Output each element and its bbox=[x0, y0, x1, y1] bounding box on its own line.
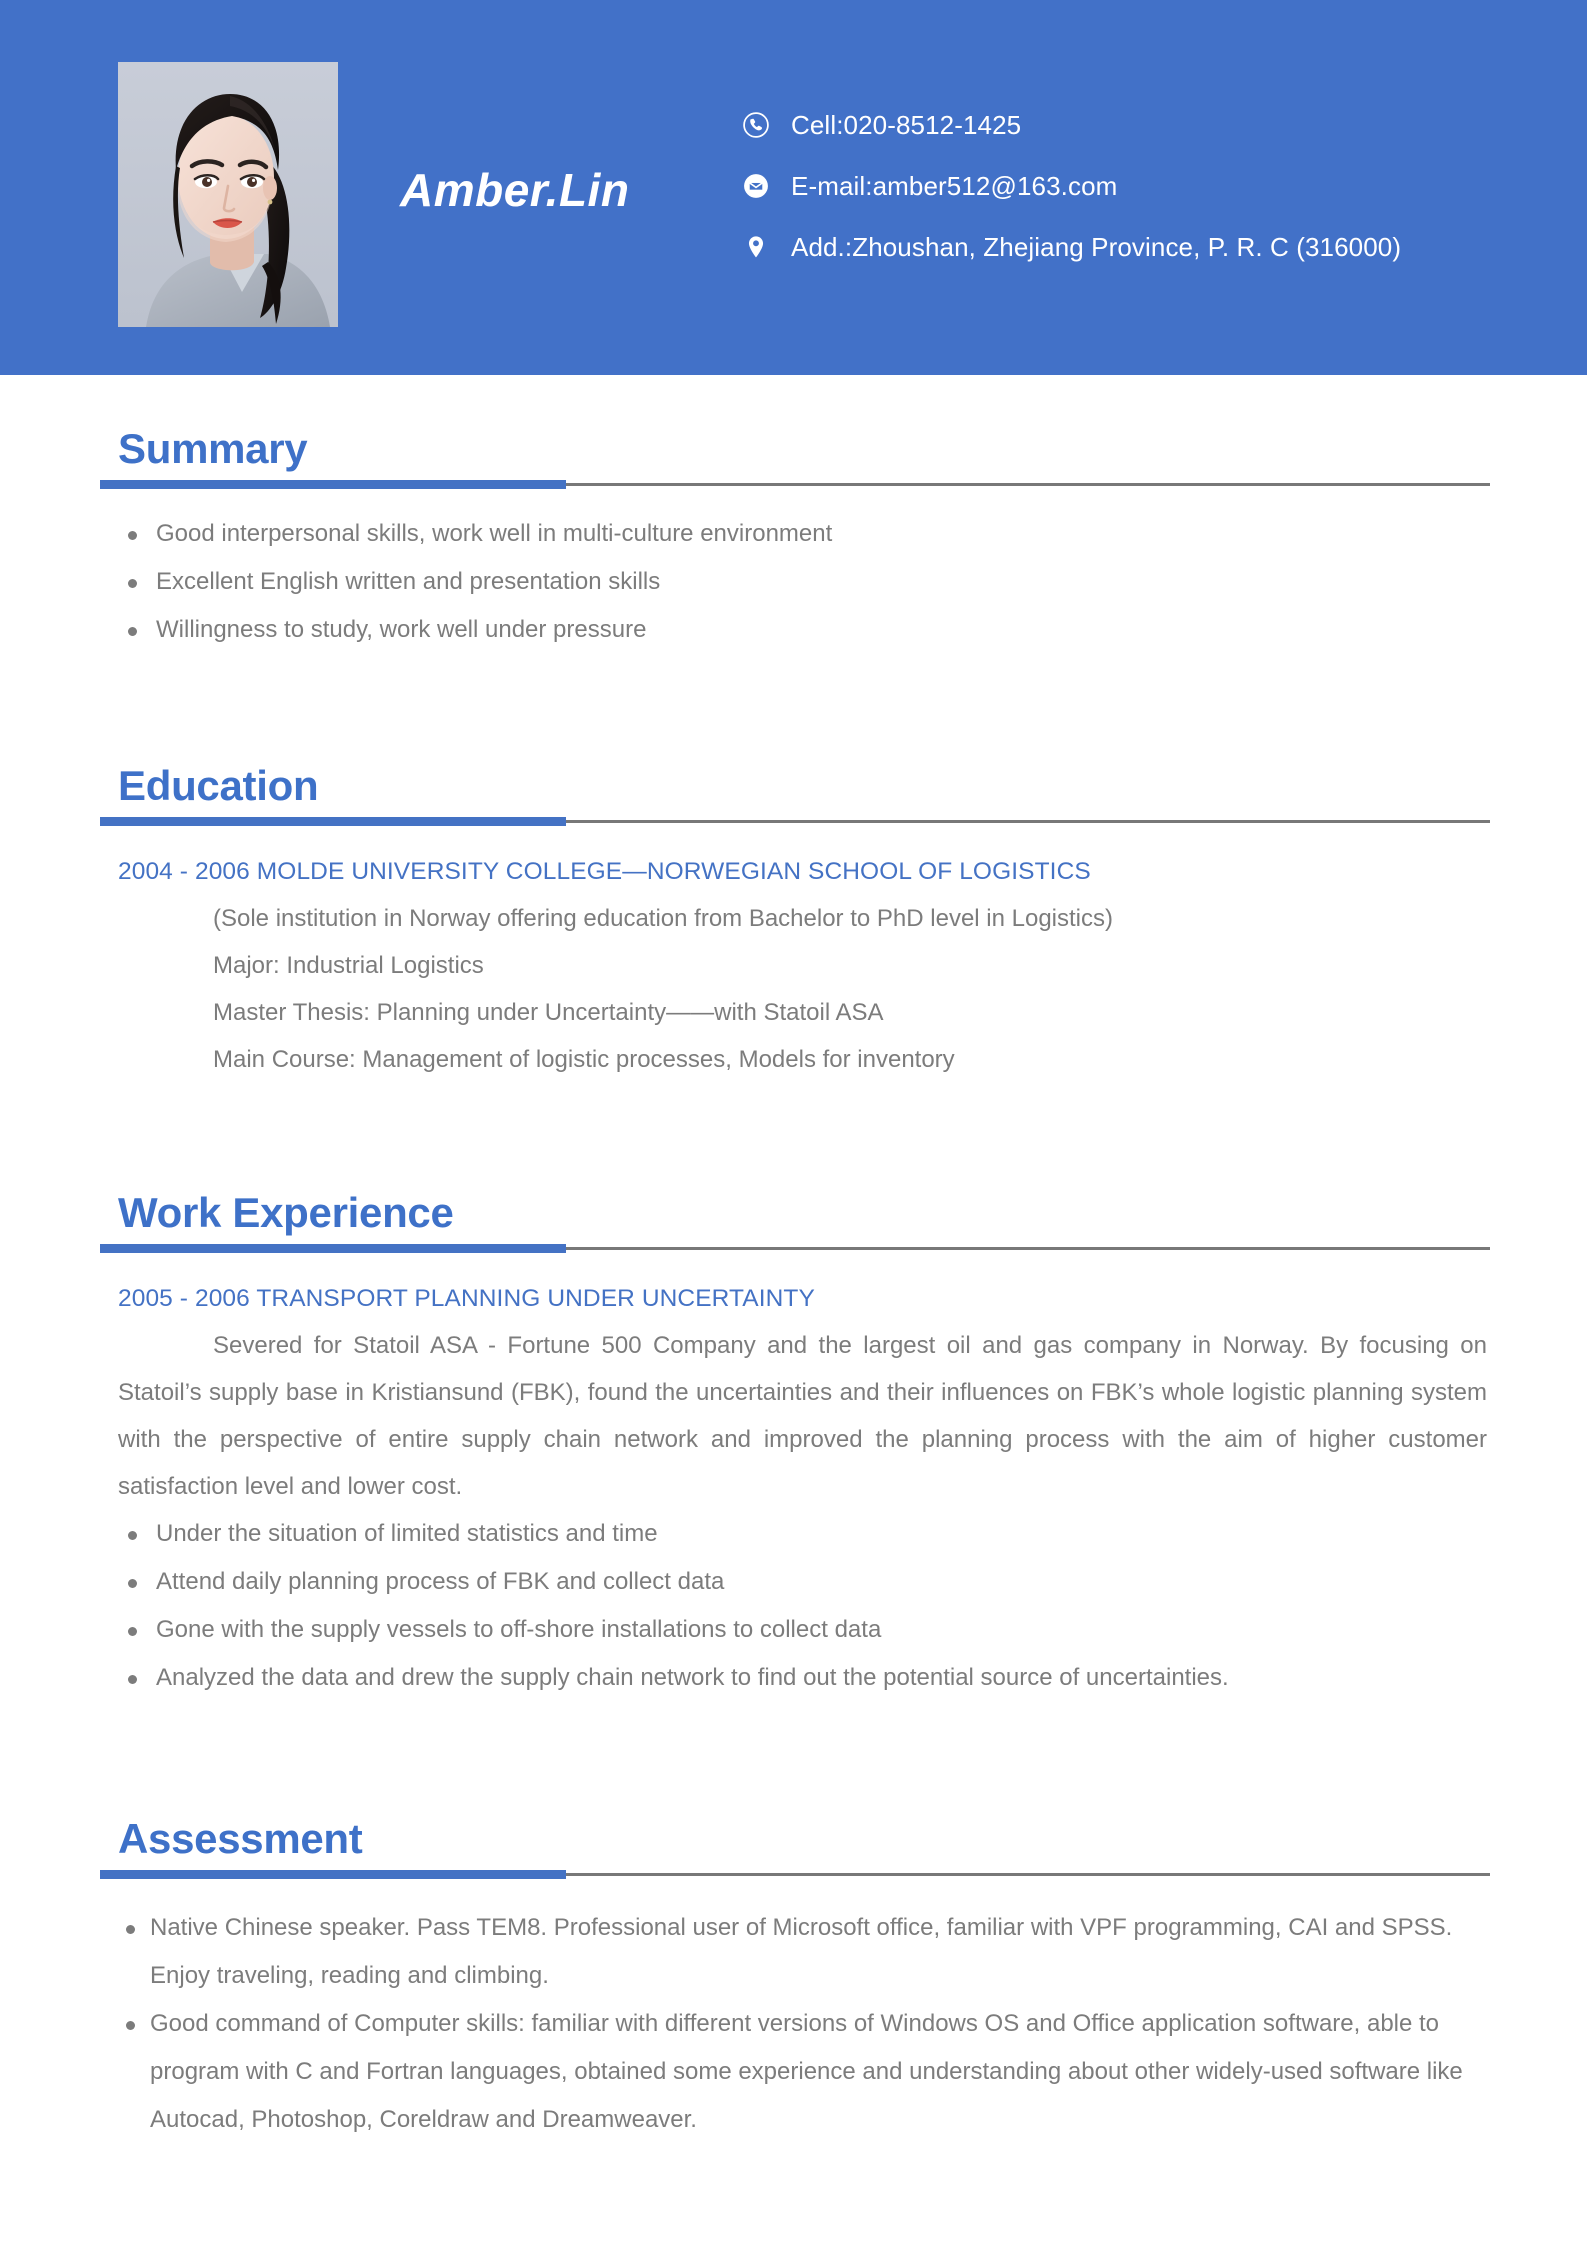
work-heading-wrap bbox=[0, 1191, 1587, 1235]
list-item: Willingness to study, work well under pressure bbox=[118, 606, 1487, 654]
contact-phone-text: Cell:020-8512-1425 bbox=[791, 109, 1022, 140]
summary-divider bbox=[100, 480, 1490, 490]
assessment-item: Native Chinese speaker. Pass TEM8. Professional user of Microsoft office, familiar with VPF programming, CAI and SPSS. Enjoy traveling, reading and climbing. bbox=[118, 1904, 1487, 2000]
list-item: Analyzed the data and drew the supply chain network to find out the potential source of uncertainties. bbox=[118, 1654, 1487, 1702]
resume-header bbox=[0, 0, 1587, 375]
work-paragraph-wrap bbox=[118, 1322, 1487, 1510]
divider-line bbox=[566, 1873, 1490, 1876]
section-title-education: Education bbox=[118, 762, 319, 810]
contact-list bbox=[742, 108, 1401, 264]
work-bullet-list bbox=[118, 1510, 1487, 1702]
education-detail: Master Thesis: Planning under Uncertainty——with Statoil ASA bbox=[213, 999, 884, 1027]
contact-address-text: Add.:Zhoushan, Zhejiang Province, P. R. C (316000) bbox=[791, 231, 1402, 262]
list-item: Gone with the supply vessels to off-shore installations to collect data bbox=[118, 1606, 1487, 1654]
spacer bbox=[0, 1702, 1587, 1817]
section-summary bbox=[0, 427, 1587, 654]
education-heading-wrap bbox=[0, 764, 1587, 808]
summary-body bbox=[0, 490, 1587, 654]
resume-body bbox=[0, 375, 1587, 2144]
list-item: Attend daily planning process of FBK and collect data bbox=[118, 1558, 1487, 1606]
phone-icon bbox=[742, 112, 769, 139]
list-item: Excellent English written and presentation skills bbox=[118, 558, 1487, 606]
divider-line bbox=[566, 483, 1490, 486]
section-title-summary: Summary bbox=[118, 425, 308, 472]
divider-accent bbox=[100, 480, 566, 489]
avatar bbox=[118, 62, 338, 327]
divider-accent bbox=[100, 1870, 566, 1879]
education-detail: (Sole institution in Norway offering education from Bachelor to PhD level in Logistics) bbox=[213, 905, 1113, 933]
education-divider bbox=[100, 817, 1490, 827]
divider-accent bbox=[100, 817, 566, 826]
section-education bbox=[0, 764, 1587, 1083]
education-detail-lines bbox=[213, 895, 1487, 1083]
section-title-assessment: Assessment bbox=[118, 1815, 363, 1863]
assessment-heading-wrap bbox=[0, 1817, 1587, 1861]
education-body bbox=[0, 827, 1587, 1083]
spacer bbox=[0, 375, 1587, 427]
section-assessment bbox=[0, 1817, 1587, 2144]
list-item: Good interpersonal skills, work well in multi-culture environment bbox=[118, 510, 1487, 558]
work-paragraph: Severed for Statoil ASA - Fortune 500 Company and the largest oil and gas company in Norway. By focusing on Statoil’s supply base in Kristiansund (FBK), found the uncertainties and their influences on FBK’s whole logistic planning system with the perspective of entire supply chain network and improved the planning process with the aim of higher customer satisfaction level and lower cost. bbox=[118, 1332, 1487, 1501]
education-entry-title: 2004 - 2006 MOLDE UNIVERSITY COLLEGE—NORWEGIAN SCHOOL OF LOGISTICS bbox=[118, 858, 1091, 886]
list-item: Under the situation of limited statistics and time bbox=[118, 1510, 1487, 1558]
contact-phone bbox=[742, 108, 1401, 142]
spacer bbox=[0, 654, 1587, 764]
work-divider bbox=[100, 1244, 1490, 1254]
assessment-divider bbox=[100, 1870, 1490, 1880]
divider-line bbox=[566, 820, 1490, 823]
spacer bbox=[0, 1083, 1587, 1191]
summary-bullet-list bbox=[118, 510, 1487, 654]
section-title-work-experience: Work Experience bbox=[118, 1189, 454, 1237]
divider-accent bbox=[100, 1244, 566, 1253]
assessment-item: Good command of Computer skills: familiar with different versions of Windows OS and Office application software, able to program with C and Fortran languages, obtained some experience and understanding about other widely-used software like Autocad, Photoshop, Coreldraw and Dreamweaver. bbox=[118, 2000, 1487, 2144]
email-icon bbox=[742, 173, 769, 200]
contact-email-text: E-mail:amber512@163.com bbox=[791, 170, 1118, 201]
education-detail: Main Course: Management of logistic processes, Models for inventory bbox=[213, 1046, 955, 1074]
contact-address bbox=[742, 230, 1401, 264]
divider-line bbox=[566, 1247, 1490, 1250]
work-entry-title: 2005 - 2006 TRANSPORT PLANNING UNDER UNCERTAINTY bbox=[118, 1285, 815, 1313]
candidate-name: Amber.Lin bbox=[400, 164, 630, 216]
education-detail: Major: Industrial Logistics bbox=[213, 952, 484, 980]
assessment-body bbox=[0, 1880, 1587, 2144]
section-work-experience bbox=[0, 1191, 1587, 1702]
work-body bbox=[0, 1254, 1587, 1702]
profile-photo-illustration bbox=[118, 62, 338, 327]
contact-email bbox=[742, 169, 1401, 203]
summary-heading-wrap bbox=[0, 427, 1587, 471]
location-pin-icon bbox=[742, 234, 769, 261]
